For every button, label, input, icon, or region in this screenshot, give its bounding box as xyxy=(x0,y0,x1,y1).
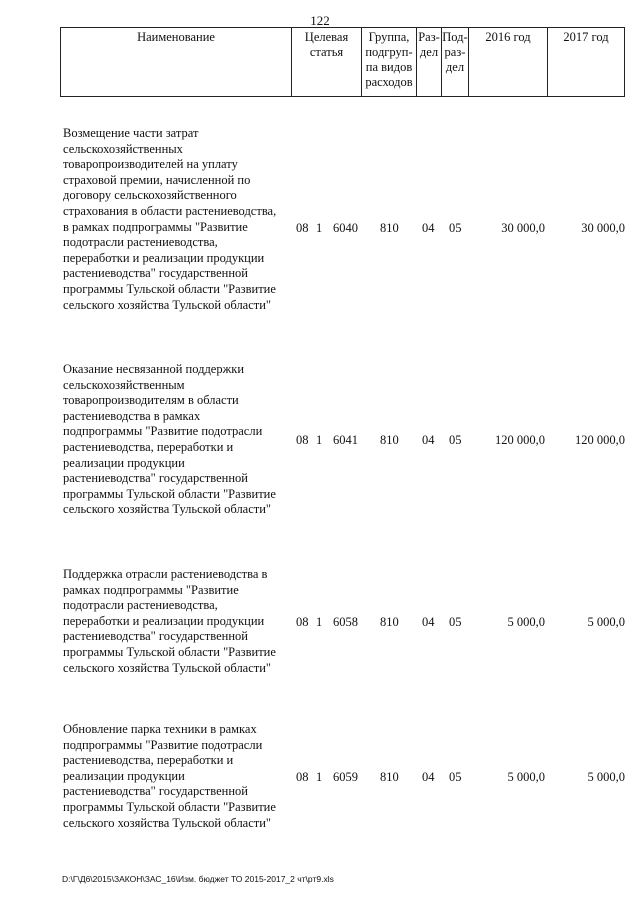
row-name-line: программы Тульской области "Развитие xyxy=(63,486,276,501)
row-name-line: реализации продукции xyxy=(63,455,185,470)
row-name-line: подотрасли растениеводства, xyxy=(63,598,218,613)
header-podrazdel-line: дел xyxy=(445,60,465,74)
file-path-footer: D:\Г\Д6\2015\ЗАКОН\ЗАС_16\Изм. бюджет ТО 2015-2017_2 чт\рт9.xls xyxy=(62,874,334,884)
cell-podrazdel: 05 xyxy=(449,221,462,235)
header-year-2016-text: 2016 год xyxy=(485,30,531,44)
row-name-line: сельского хозяйства Тульской области" xyxy=(63,502,272,517)
row-name-line: переработки и реализации продукции xyxy=(63,613,265,628)
cell-amount-2016: 120 000,0 xyxy=(495,433,545,447)
row-name xyxy=(63,362,293,518)
row-name-line: страхования в области растениеводства, xyxy=(63,203,277,218)
row-name-line: подпрограммы "Развитие подотрасли xyxy=(63,737,263,752)
row-name-line: растениеводства" государственной xyxy=(63,629,248,644)
row-name-line: товаропроизводителям в области xyxy=(63,393,239,408)
row-name-line: Обновление парка техники в рамках xyxy=(63,722,257,736)
cell-razdel: 04 xyxy=(422,770,435,784)
row-name-line: подпрограммы "Развитие подотрасли xyxy=(63,424,263,439)
header-target-line: Целевая xyxy=(304,30,349,44)
cell-amount-2016: 5 000,0 xyxy=(507,770,545,784)
header-razdel-line: дел xyxy=(419,45,439,59)
row-name-line: товаропроизводителей на уплату xyxy=(63,157,238,172)
row-name-line: сельского хозяйства Тульской области" xyxy=(63,297,272,312)
cell-expense-group: 810 xyxy=(380,221,399,235)
row-name-line: программы Тульской области "Развитие xyxy=(63,644,276,659)
header-group-line: Группа, xyxy=(368,30,410,44)
cell-target-subprogram: 1 xyxy=(316,221,323,235)
row-name-line: растениеводства" государственной xyxy=(63,471,248,486)
cell-target-program: 08 xyxy=(296,770,309,784)
cell-amount-2016: 30 000,0 xyxy=(501,221,545,235)
header-podrazdel-line: раз- xyxy=(444,45,466,59)
row-name-line: сельского хозяйства Тульской области" xyxy=(63,815,272,830)
row-name-line: рамках подпрограммы "Развитие xyxy=(63,582,239,597)
row-name xyxy=(63,722,293,831)
row-name-line: Оказание несвязанной поддержки xyxy=(63,362,245,376)
cell-razdel: 04 xyxy=(422,221,435,235)
row-name-line: переработки и реализации продукции xyxy=(63,250,265,265)
row-name xyxy=(63,126,293,313)
cell-target-code: 6040 xyxy=(333,221,358,235)
cell-amount-2017: 120 000,0 xyxy=(575,433,625,447)
header-razdel-line: Раз- xyxy=(418,30,440,44)
header-name xyxy=(61,28,291,96)
row-name-line: договору сельскохозяйственного xyxy=(63,188,237,203)
header-expense-group xyxy=(361,28,416,96)
row-name-line: страховой премии, начисленной по xyxy=(63,172,251,187)
cell-amount-2017: 5 000,0 xyxy=(587,770,625,784)
header-podrazdel xyxy=(441,28,468,96)
header-group-line: па видов xyxy=(365,60,413,74)
table-header xyxy=(60,27,625,97)
cell-amount-2017: 30 000,0 xyxy=(581,221,625,235)
cell-target-subprogram: 1 xyxy=(316,770,323,784)
header-podrazdel-line: Под- xyxy=(442,30,468,44)
row-name-line: сельскохозяйственных xyxy=(63,141,183,156)
row-name-line: растениеводства в рамках xyxy=(63,408,201,423)
cell-razdel: 04 xyxy=(422,433,435,447)
header-year-2016 xyxy=(468,28,547,96)
cell-target-program: 08 xyxy=(296,433,309,447)
cell-podrazdel: 05 xyxy=(449,615,462,629)
row-name-line: сельского хозяйства Тульской области" xyxy=(63,660,272,675)
row-name-line: сельскохозяйственным xyxy=(63,377,185,392)
cell-target-code: 6059 xyxy=(333,770,358,784)
cell-target-subprogram: 1 xyxy=(316,433,323,447)
cell-podrazdel: 05 xyxy=(449,433,462,447)
row-name-line: Поддержка отрасли растениеводства в xyxy=(63,567,268,581)
row-name-line: растениеводства, переработки и xyxy=(63,439,234,454)
row-name-line: реализации продукции xyxy=(63,768,185,783)
header-target-line: статья xyxy=(309,45,344,59)
cell-target-program: 08 xyxy=(296,615,309,629)
row-name-line: подотрасли растениеводства, xyxy=(63,235,218,250)
row-name xyxy=(63,567,293,676)
header-name-text: Наименование xyxy=(137,30,215,44)
cell-amount-2016: 5 000,0 xyxy=(507,615,545,629)
cell-target-program: 08 xyxy=(296,221,309,235)
header-group-line: расходов xyxy=(365,75,413,89)
row-name-line: программы Тульской области "Развитие xyxy=(63,281,276,296)
cell-target-code: 6058 xyxy=(333,615,358,629)
header-year-2017-text: 2017 год xyxy=(563,30,609,44)
cell-razdel: 04 xyxy=(422,615,435,629)
row-name-line: в рамках подпрограммы "Развитие xyxy=(63,219,248,234)
cell-target-code: 6041 xyxy=(333,433,358,447)
cell-amount-2017: 5 000,0 xyxy=(587,615,625,629)
header-razdel xyxy=(416,28,441,96)
row-name-line: растениеводства, переработки и xyxy=(63,753,234,768)
row-name-line: растениеводства" государственной xyxy=(63,784,248,799)
cell-target-subprogram: 1 xyxy=(316,615,323,629)
cell-expense-group: 810 xyxy=(380,770,399,784)
header-year-2017 xyxy=(547,28,624,96)
cell-podrazdel: 05 xyxy=(449,770,462,784)
header-target-article xyxy=(291,28,361,96)
header-group-line: подгруп- xyxy=(365,45,413,59)
row-name-line: растениеводства" государственной xyxy=(63,266,248,281)
row-name-line: Возмещение части затрат xyxy=(63,126,199,140)
page-number: 122 xyxy=(310,13,330,28)
cell-expense-group: 810 xyxy=(380,433,399,447)
cell-expense-group: 810 xyxy=(380,615,399,629)
row-name-line: программы Тульской области "Развитие xyxy=(63,799,276,814)
